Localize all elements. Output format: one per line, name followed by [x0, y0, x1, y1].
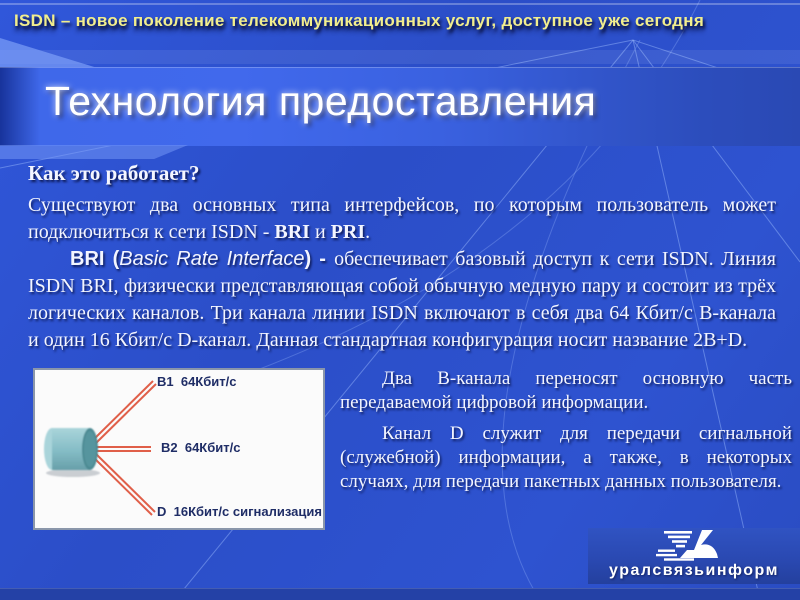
- pri-term: PRI: [330, 221, 366, 243]
- period: .: [365, 221, 371, 243]
- bri-term: BRI: [274, 221, 310, 243]
- paragraph-text: Существуют два основных типа интерфейсов, по которым пользователь может подключиться к сети ISDN -: [28, 194, 776, 243]
- paragraph-bri: [28, 246, 776, 354]
- top-edge-highlight: [0, 3, 800, 5]
- paragraph-text: обеспечивает базовый доступ к сети ISDN. Линия ISDN BRI, физически представляющая собой обычную медную пару и состоит из трёх логических каналов. Три канала линии ISDN включают в себя два 64 Кбит/с B-канала и один 16 Кбит/с D-канал. Данная стандартная конфигурация носит название 2B+D.: [28, 248, 777, 351]
- uralsvyazinform-logo-icon: [656, 530, 732, 564]
- section-heading: Как это работает?: [28, 161, 200, 185]
- bri-channels-diagram: [33, 368, 325, 530]
- conjunction: и: [309, 221, 331, 243]
- band-underline-decor: [0, 145, 188, 159]
- channel-b1-label: B1 64Кбит/с: [157, 374, 237, 389]
- slide-header: ISDN – новое поколение телекоммуникационных услуг, доступное уже сегодня: [14, 11, 705, 30]
- paragraph-d-channel: Канал D служит для передачи сигнальной (служебной) информации, а также, в некоторых случаях, для передачи пакетных данных пользователя.: [340, 423, 792, 492]
- paragraph-b-channels: Два B-канала переносят основную часть передаваемой цифровой информации.: [340, 368, 792, 413]
- paren-open: (: [104, 248, 120, 270]
- bottom-edge-strip: [0, 588, 800, 600]
- slide-title: Технология предоставления: [45, 78, 597, 124]
- cable-cylinder: [44, 428, 100, 477]
- paragraph-interfaces: [28, 192, 776, 246]
- bri-term: BRI: [70, 248, 105, 270]
- channel-description-column: [340, 367, 792, 501]
- uralsvyazinform-logo-block: [588, 528, 800, 584]
- channel-d-label: D 16Кбит/с сигнализация: [157, 504, 322, 519]
- wire-pairs: [90, 381, 156, 515]
- uralsvyazinform-logo-text: уралсвязьинформ: [609, 562, 779, 579]
- bri-expansion: Basic Rate Interface: [119, 248, 305, 270]
- paren-close: ) -: [304, 248, 335, 270]
- header-divider: [0, 50, 800, 64]
- channel-b2-label: B2 64Кбит/с: [161, 440, 241, 455]
